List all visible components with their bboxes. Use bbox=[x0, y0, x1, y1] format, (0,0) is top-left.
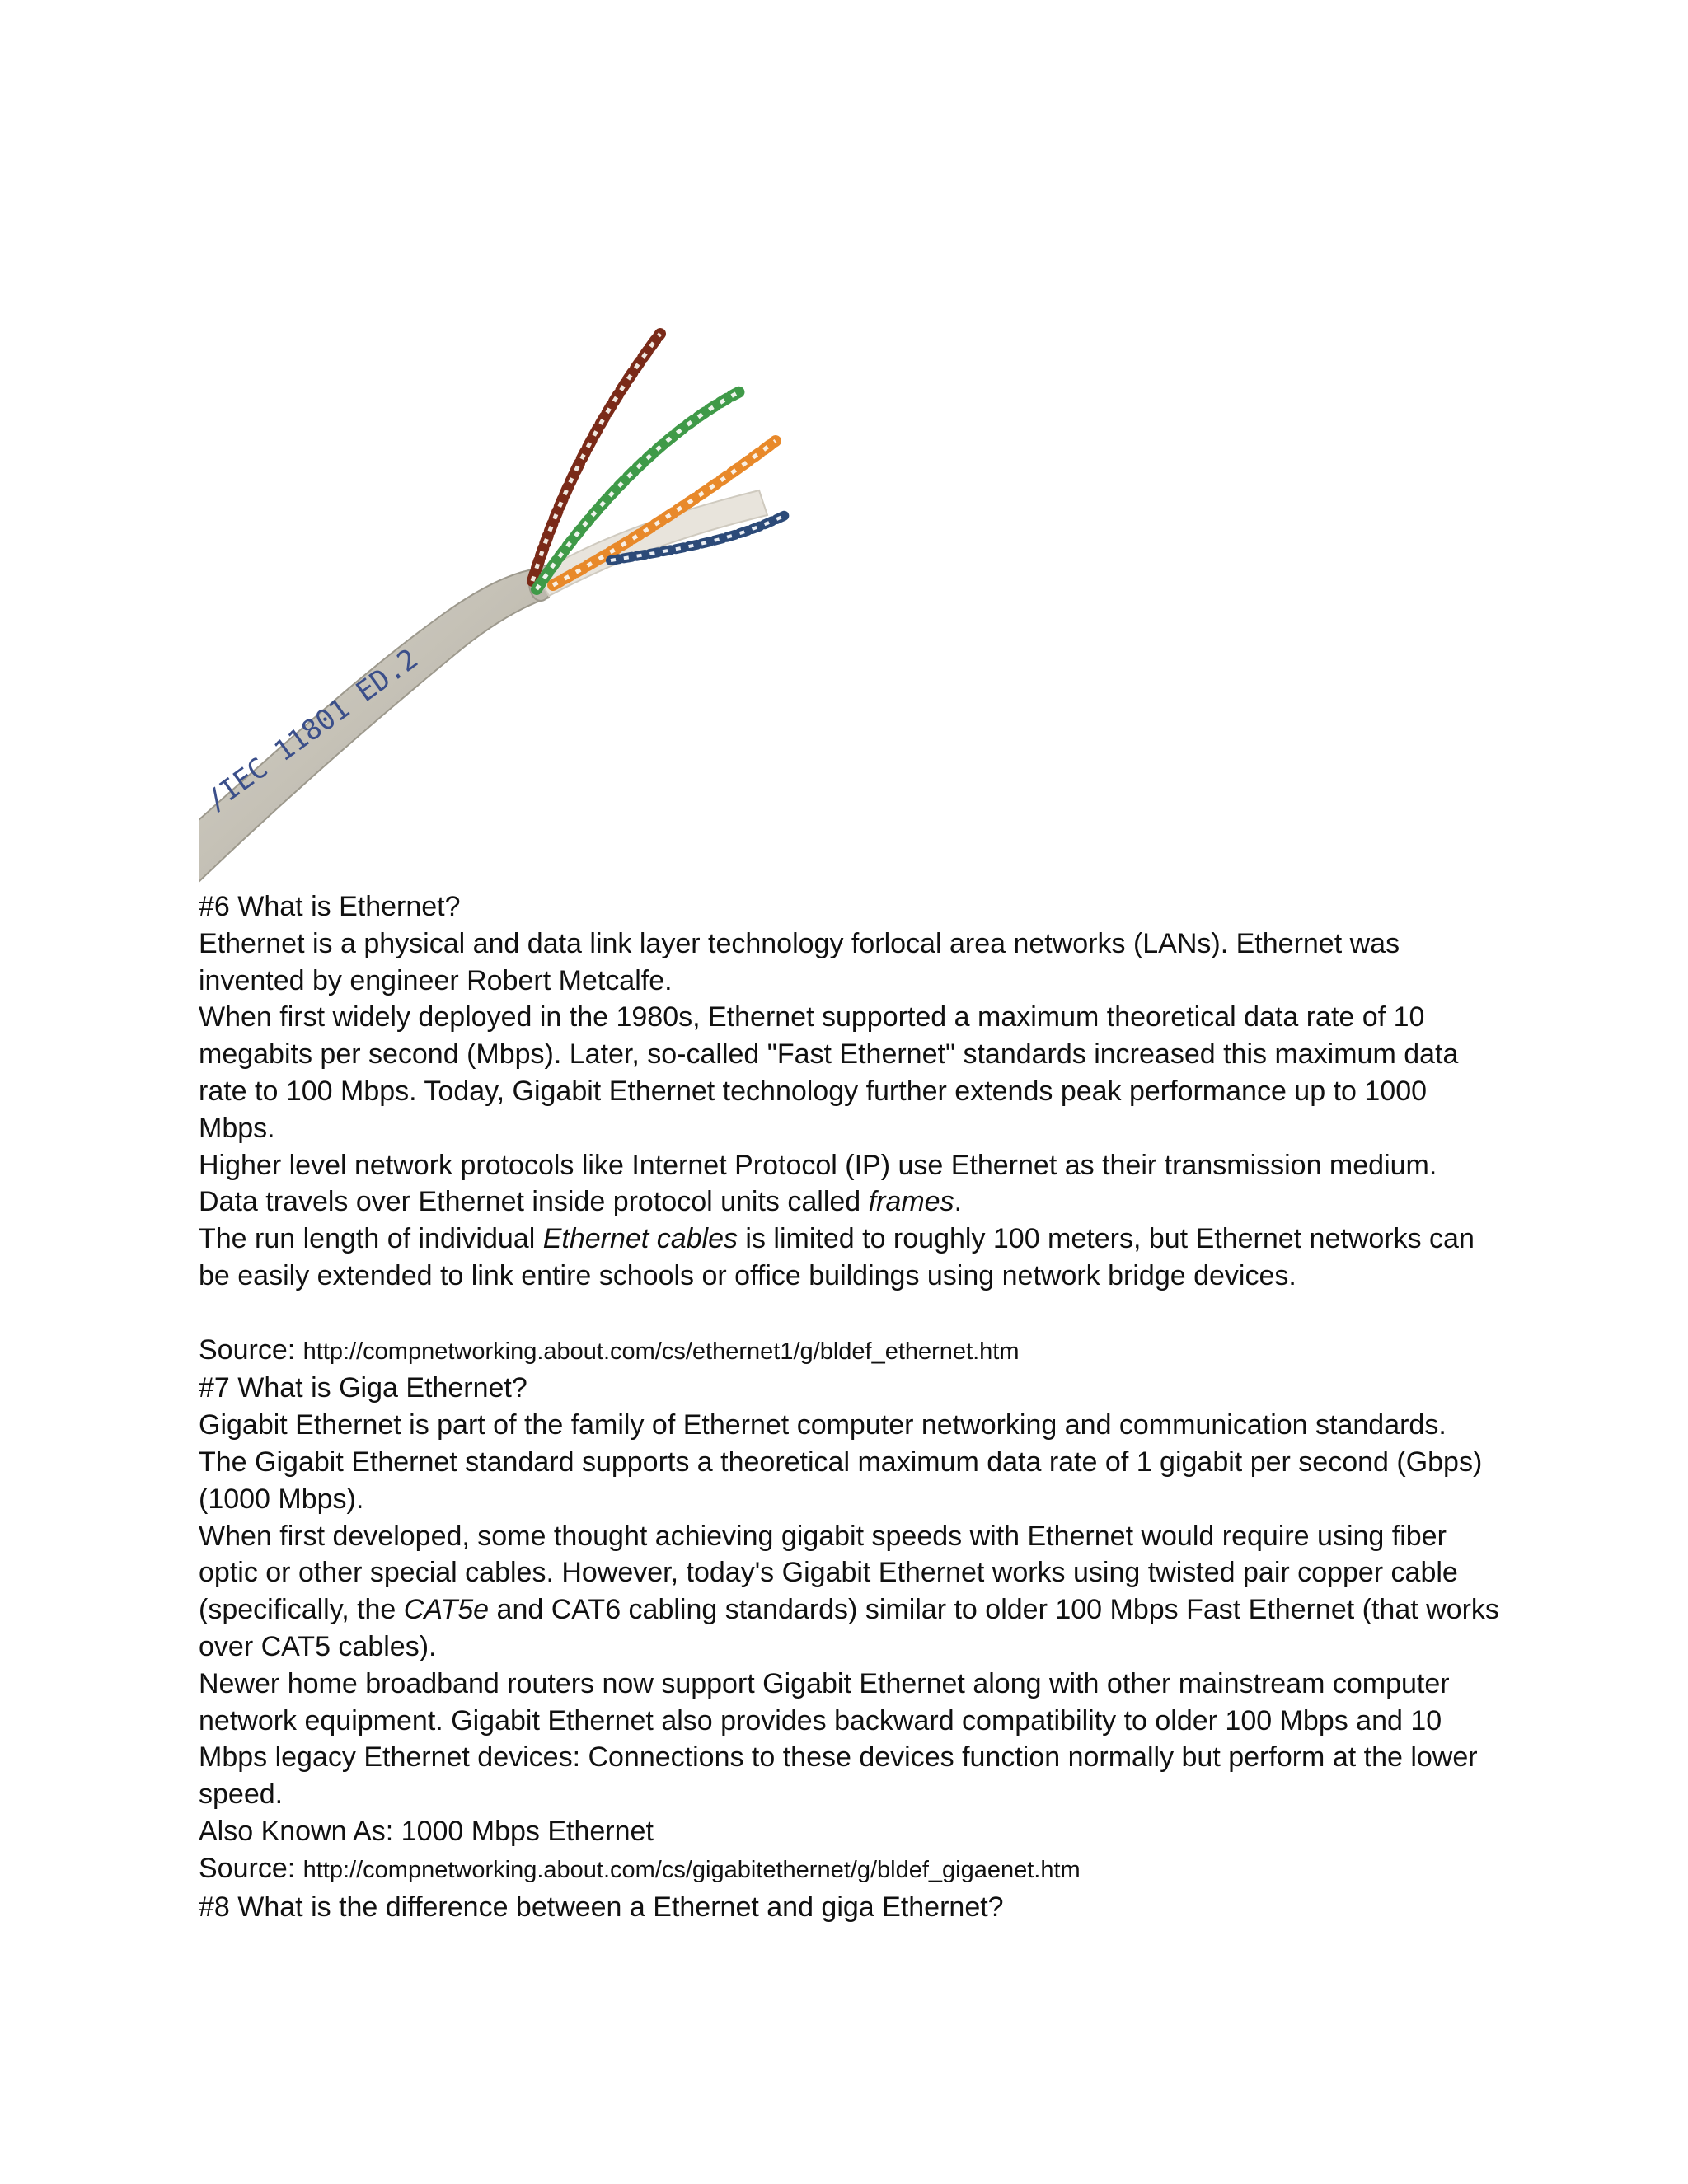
section-7-also-known-as: Also Known As: 1000 Mbps Ethernet bbox=[199, 1815, 654, 1847]
ethernet-cable-illustration bbox=[199, 243, 940, 886]
section-7-source bbox=[199, 1850, 1501, 1889]
section-8-heading: #8 What is the difference between a Ethernet and giga Ethernet? bbox=[199, 1891, 1004, 1923]
section-6-source bbox=[199, 1332, 1501, 1371]
source-url-link[interactable]: http://compnetworking.about.com/cs/ethernet1/g/bldef_ethernet.htm bbox=[302, 1338, 1020, 1365]
section-6-paragraph-2: When first widely deployed in the 1980s, Ethernet supported a maximum theoretical data rate of 10 megabits per second (Mbps). Later, so-called "Fast Ethernet" standards increased this maximum data rate to 100 Mbps. Today, Gigabit Ethernet technology further extends peak performance up to 1000 Mbps. bbox=[199, 1001, 1459, 1144]
cable-print-text: /IEC 11801 ED.2 bbox=[199, 642, 424, 818]
spacer bbox=[199, 1295, 1501, 1332]
source-url-link[interactable]: http://compnetworking.about.com/cs/gigabitethernet/g/bldef_gigaenet.htm bbox=[302, 1856, 1081, 1883]
cable-jacket bbox=[199, 569, 549, 882]
section-6-paragraph-5: The run length of individual Ethernet cables is limited to roughly 100 meters, but Ethernet networks can be easily extended to link entire schools or office buildings using network bridge devices. bbox=[199, 1223, 1475, 1291]
source-label: Source: bbox=[199, 1852, 303, 1884]
section-7-paragraph-2: When first developed, some thought achieving gigabit speeds with Ethernet would require using fiber optic or other special cables. However, today's Gigabit Ethernet works using twisted pair copper cable (specifically, the CAT5e and CAT6 cabling standards) similar to older 100 Mbps Fast Ethernet (that works over CAT5 cables). bbox=[199, 1520, 1499, 1662]
section-6-heading: #6 What is Ethernet? bbox=[199, 891, 461, 922]
section-7-paragraph-1: Gigabit Ethernet is part of the family of Ethernet computer networking and communication standards. The Gigabit Ethernet standard supports a theoretical maximum data rate of 1 gigabit per second (Gbps) (1000 Mbps). bbox=[199, 1409, 1483, 1515]
article-text bbox=[199, 888, 1501, 1925]
section-7-heading: #7 What is Giga Ethernet? bbox=[199, 1372, 528, 1404]
section-6-paragraph-1: Ethernet is a physical and data link layer technology forlocal area networks (LANs). Ethernet was invented by engineer Robert Metcalfe. bbox=[199, 927, 1400, 996]
section-6-paragraph-3: Higher level network protocols like Internet Protocol (IP) use Ethernet as their transmission medium. bbox=[199, 1149, 1437, 1181]
section-7-paragraph-3: Newer home broadband routers now support Gigabit Ethernet along with other mainstream computer network equipment. Gigabit Ethernet also provides backward compatibility to older 100 Mbps and 10 Mbps legacy Ethernet devices: Connections to these devices function normally but perform at the lower speed. bbox=[199, 1667, 1478, 1811]
ethernet-cable-photo bbox=[199, 243, 940, 886]
section-6-paragraph-4: Data travels over Ethernet inside protocol units called frames. bbox=[199, 1186, 963, 1218]
source-label: Source: bbox=[199, 1333, 303, 1366]
